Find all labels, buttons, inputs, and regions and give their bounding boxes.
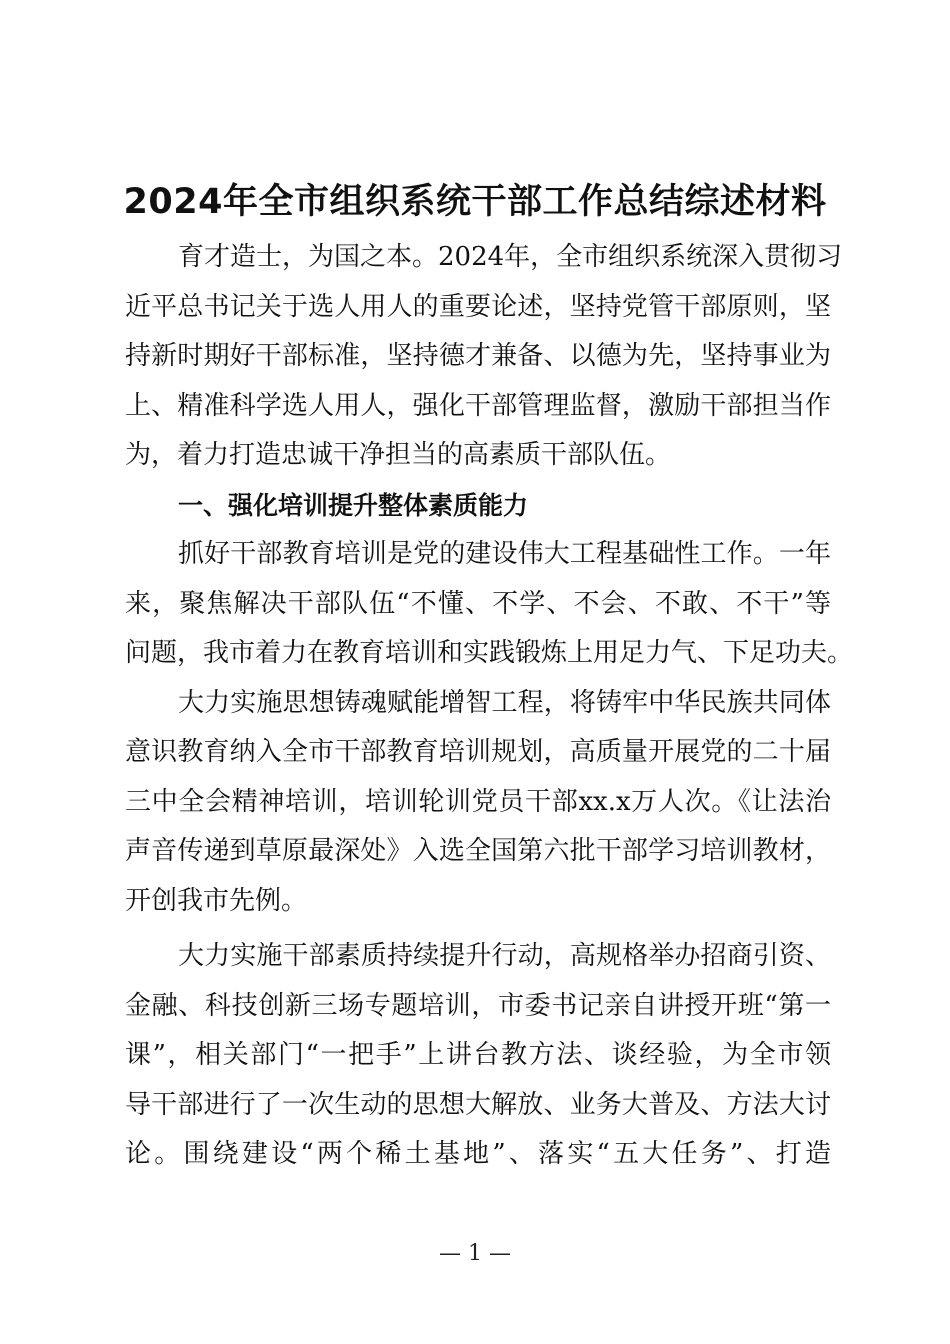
paragraph-line: 持新时期好干部标准，坚持德才兼备、以德为先，坚持事业为 <box>125 341 831 371</box>
paragraph-line: 育才造士，为国之本。2024年，全市组织系统深入贯彻习 <box>178 242 843 272</box>
paragraph-line: 大力实施思想铸魂赋能增智工程，将铸牢中华民族共同体 <box>178 687 831 718</box>
paragraph-line: 金融、科技创新三场专题培训，市委书记亲自讲授开班“第一 <box>125 990 831 1021</box>
paragraph-line: 课”，相关部门“一把手”上讲台教方法、谈经验，为全市领 <box>125 1040 831 1070</box>
paragraph-line: 上、精准科学选人用人，强化干部管理监督，激励干部担当作 <box>125 390 831 421</box>
paragraph-line: 导干部进行了一次生动的思想大解放、业务大普及、方法大讨 <box>125 1089 831 1120</box>
page-number: — 1 — <box>439 1241 511 1266</box>
paragraph-line: 三中全会精神培训，培训轮训党员干部xx.x万人次。《让法治 <box>125 786 831 817</box>
section-heading: 一、强化培训提升整体素质能力 <box>178 490 529 520</box>
paragraph-line: 来，聚焦解决干部队伍“不懂、不学、不会、不敢、不干”等 <box>125 588 831 619</box>
paragraph-line: 抓好干部教育培训是党的建设伟大工程基础性工作。一年 <box>178 539 831 569</box>
document-title: 2024年全市组织系统干部工作总结综述材料 <box>123 182 827 222</box>
paragraph-line: 开创我市先例。 <box>125 885 308 916</box>
paragraph-line: 近平总书记关于选人用人的重要论述，坚持党管干部原则，坚 <box>125 291 831 322</box>
paragraph-line: 论。围绕建设“两个稀土基地”、落实“五大任务”、打造 <box>125 1139 831 1169</box>
paragraph-line: 大力实施干部素质持续提升行动，高规格举办招商引资、 <box>178 941 831 971</box>
paragraph-line: 问题，我市着力在教育培训和实践锻炼上用足力气、下足功夫。 <box>125 638 854 668</box>
paragraph-line: 意识教育纳入全市干部教育培训规划，高质量开展党的二十届 <box>125 737 831 767</box>
paragraph-line: 为，着力打造忠诚干净担当的高素质干部队伍。 <box>125 440 672 470</box>
paragraph-line: 声音传递到草原最深处》入选全国第六批干部学习培训教材， <box>125 836 831 866</box>
document-body <box>125 233 854 1180</box>
